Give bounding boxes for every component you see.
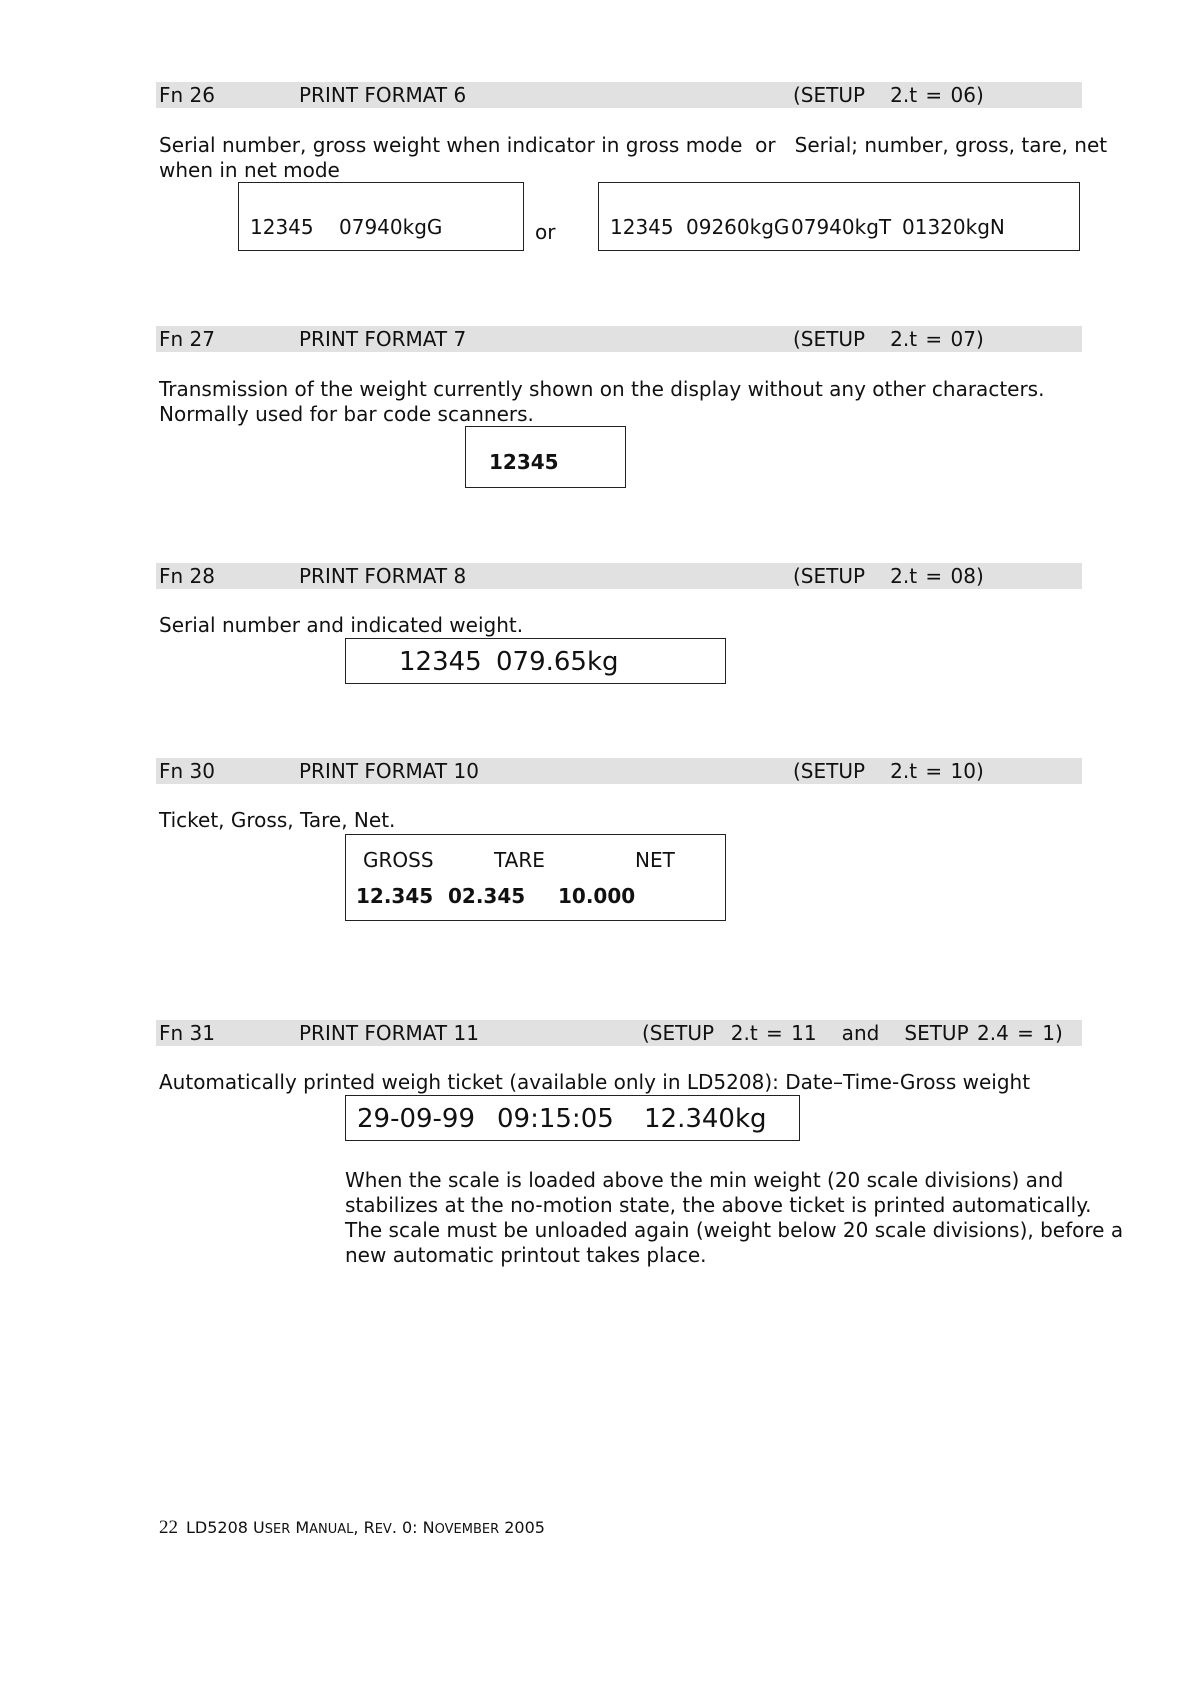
ticket-date: 29-09-99 xyxy=(357,1104,476,1134)
ticket-serial: 12345 xyxy=(610,215,674,239)
section-title: PRINT FORMAT 6 xyxy=(299,83,467,107)
page-number: 22 xyxy=(159,1517,178,1538)
section-title: PRINT FORMAT 10 xyxy=(299,759,479,783)
setup-code: (SETUP 2.t = 07) xyxy=(793,327,984,351)
ticket-gross: 07940kgG xyxy=(339,215,443,239)
ticket-gross: 09260kgG xyxy=(686,215,790,239)
note-line: stabilizes at the no-motion state, the above ticket is printed automatically. xyxy=(345,1193,1092,1217)
header-tare: TARE xyxy=(494,848,545,872)
fn26-description xyxy=(159,133,1108,183)
ticket-weight: 12.340kg xyxy=(644,1104,767,1134)
note-line: When the scale is loaded above the min weight (20 scale divisions) and xyxy=(345,1168,1064,1192)
page-footer xyxy=(159,1517,545,1539)
fn26-desc-line1: Serial number, gross weight when indicator in gross mode or Serial; number, gross, tare, net xyxy=(159,133,1108,157)
fn-number: Fn 26 xyxy=(159,83,215,107)
fn-number: Fn 27 xyxy=(159,327,215,351)
section-title: PRINT FORMAT 7 xyxy=(299,327,467,351)
fn28-ticket xyxy=(345,638,726,684)
section-header-fn27 xyxy=(156,326,1082,352)
ticket-net: 01320kgN xyxy=(902,215,1005,239)
fn27-desc-line2: Normally used for bar code scanners. xyxy=(159,402,534,426)
setup-code: (SETUP 2.t = 06) xyxy=(793,83,984,107)
section-header-fn30 xyxy=(156,758,1082,784)
fn31-ticket xyxy=(345,1095,800,1141)
setup-code: (SETUP 2.t = 11 and SETUP 2.4 = 1) xyxy=(642,1021,1063,1045)
section-header-fn31 xyxy=(156,1020,1082,1046)
fn26-net-ticket xyxy=(598,182,1080,251)
fn27-desc-line1: Transmission of the weight currently shown on the display without any other characters. xyxy=(159,377,1045,401)
value-gross: 12.345 xyxy=(356,884,434,908)
fn28-description: Serial number and indicated weight. xyxy=(159,613,524,637)
or-text: or xyxy=(535,220,556,244)
section-header-fn28 xyxy=(156,563,1082,589)
fn-number: Fn 30 xyxy=(159,759,215,783)
header-net: NET xyxy=(635,848,675,872)
header-gross: GROSS xyxy=(363,848,434,872)
fn31-note xyxy=(345,1168,1123,1268)
footer-text: LD5208 USER MANUAL, REV. 0: NOVEMBER 2005 xyxy=(186,1518,545,1537)
note-line: The scale must be unloaded again (weight below 20 scale divisions), before a xyxy=(345,1218,1124,1242)
ticket-serial: 12345 xyxy=(250,215,314,239)
setup-code: (SETUP 2.t = 08) xyxy=(793,564,984,588)
ticket-serial: 12345 xyxy=(399,647,482,677)
setup-code: (SETUP 2.t = 10) xyxy=(793,759,984,783)
fn27-description xyxy=(159,377,1044,427)
fn26-gross-ticket xyxy=(238,182,524,251)
fn27-ticket xyxy=(465,426,626,488)
fn26-desc-line2: when in net mode xyxy=(159,158,340,182)
value-tare: 02.345 xyxy=(448,884,526,908)
section-title: PRINT FORMAT 8 xyxy=(299,564,467,588)
ticket-time: 09:15:05 xyxy=(497,1104,614,1134)
fn30-ticket xyxy=(345,834,726,921)
ticket-tare: 07940kgT xyxy=(791,215,892,239)
section-header-fn26 xyxy=(156,82,1082,108)
section-title: PRINT FORMAT 11 xyxy=(299,1021,479,1045)
fn-number: Fn 31 xyxy=(159,1021,215,1045)
ticket-weight: 079.65kg xyxy=(496,647,619,677)
note-line: new automatic printout takes place. xyxy=(345,1243,707,1267)
fn30-description: Ticket, Gross, Tare, Net. xyxy=(159,808,396,832)
ticket-weight: 12345 xyxy=(489,450,559,474)
value-net: 10.000 xyxy=(558,884,636,908)
fn-number: Fn 28 xyxy=(159,564,215,588)
fn31-description: Automatically printed weigh ticket (available only in LD5208): Date–Time-Gross weight xyxy=(159,1070,1031,1094)
